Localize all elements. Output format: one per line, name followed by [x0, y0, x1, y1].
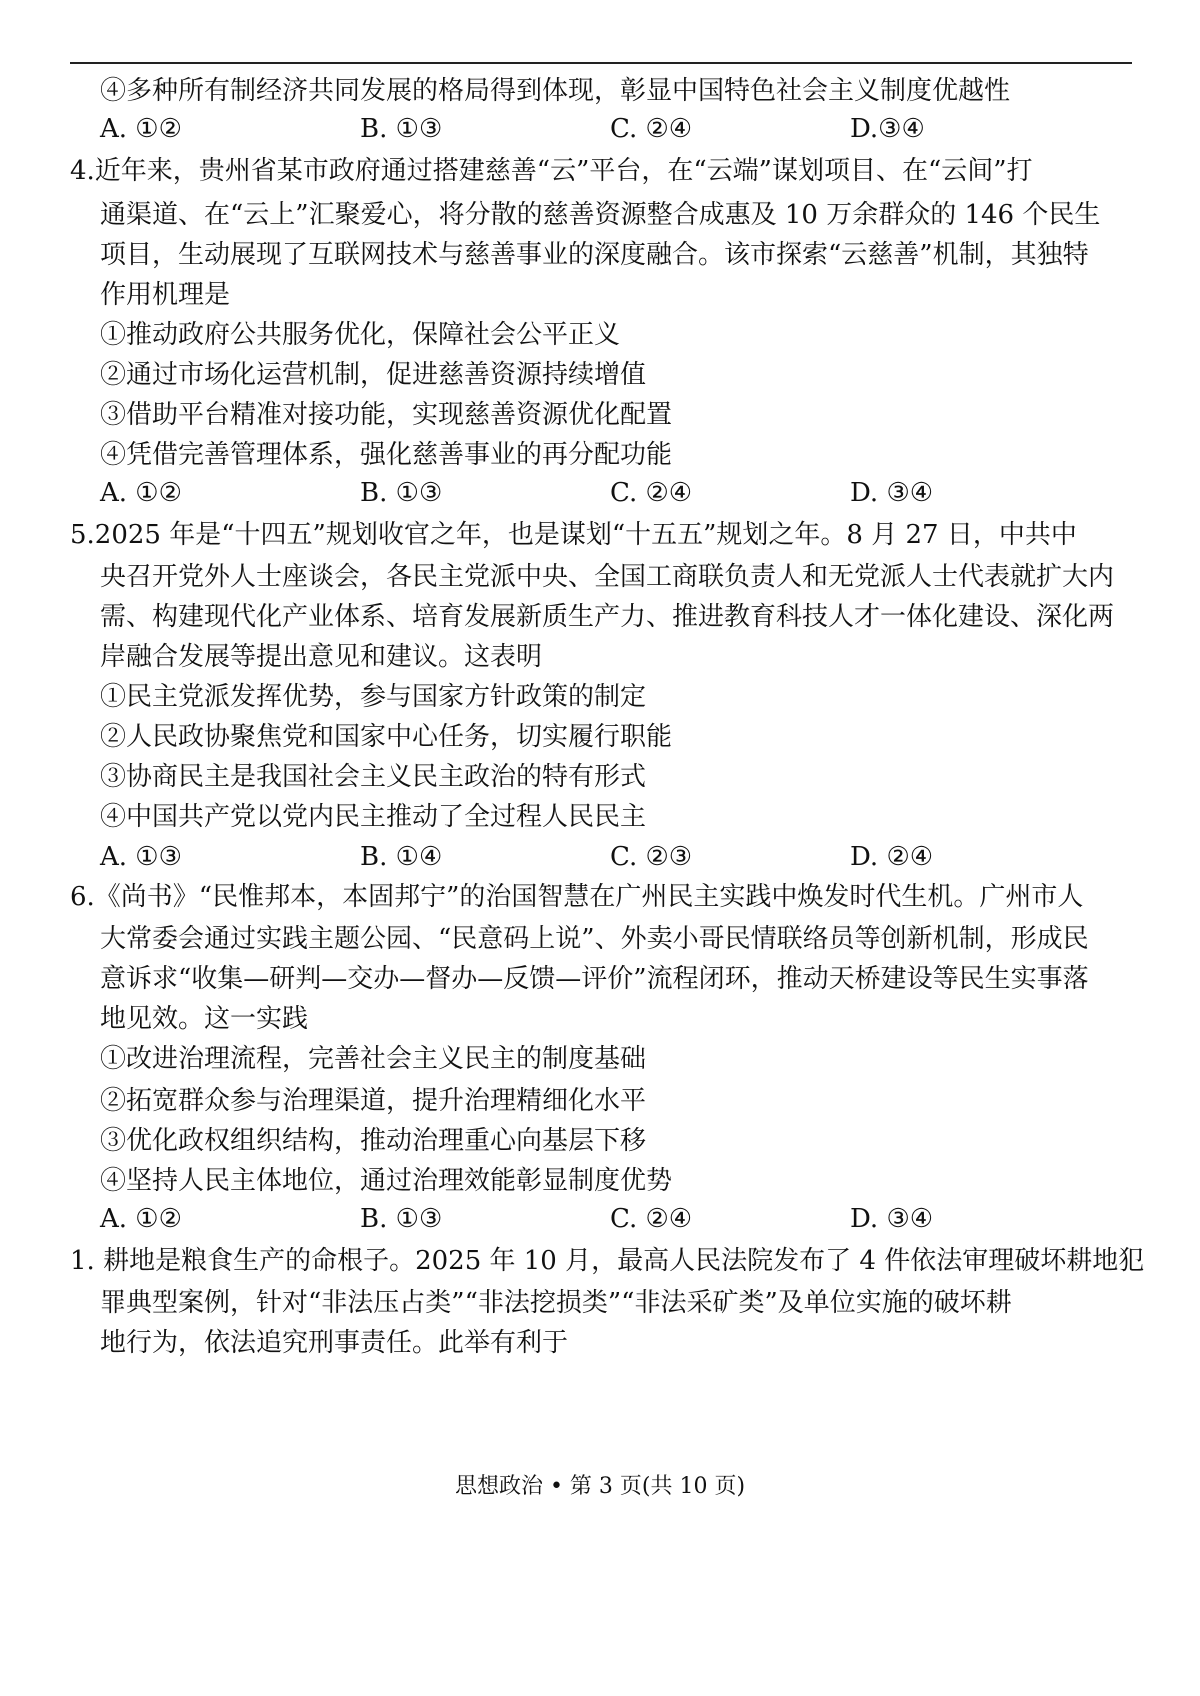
q4-choice-c[interactable]: C. ②④	[610, 478, 693, 508]
q3-choice-a[interactable]: A. ①②	[100, 114, 182, 144]
q4-stem-line-4: 作用机理是	[100, 280, 231, 310]
q7-stem-line-2: 罪典型案例，针对“非法压占类”“非法挖损类”“非法采矿类”及单位实施的破坏耕	[100, 1288, 1012, 1318]
q5-option-4: ④中国共产党以党内民主推动了全过程人民民主	[100, 802, 647, 832]
q6-option-4: ④坚持人民主体地位，通过治理效能彰显制度优势	[100, 1166, 673, 1196]
q4-choice-b[interactable]: B. ①③	[360, 478, 443, 508]
q4-option-3: ③借助平台精准对接功能，实现慈善资源优化配置	[100, 400, 673, 430]
q5-option-2: ②人民政协聚焦党和国家中心任务，切实履行职能	[100, 722, 673, 752]
q3-choice-b[interactable]: B. ①③	[360, 114, 443, 144]
q4-choice-a[interactable]: A. ①②	[100, 478, 182, 508]
q6-option-1: ①改进治理流程，完善社会主义民主的制度基础	[100, 1044, 647, 1074]
q4-option-4: ④凭借完善管理体系，强化慈善事业的再分配功能	[100, 440, 673, 470]
q7-stem-line-3: 地行为，依法追究刑事责任。此举有利于	[100, 1328, 569, 1358]
q6-option-3: ③优化政权组织结构，推动治理重心向基层下移	[100, 1126, 647, 1156]
q3-option-4: ④多种所有制经济共同发展的格局得到体现，彰显中国特色社会主义制度优越性	[100, 76, 1011, 106]
q5-option-1: ①民主党派发挥优势，参与国家方针政策的制定	[100, 682, 647, 712]
q4-stem-line-2: 通渠道、在“云上”汇聚爱心，将分散的慈善资源整合成惠及 10 万余群众的 146 个民生	[100, 200, 1101, 230]
header-rule	[70, 62, 1132, 64]
q4-option-1: ①推动政府公共服务优化，保障社会公平正义	[100, 320, 621, 350]
page-footer: 思想政治 • 第 3 页(共 10 页)	[454, 1474, 746, 1499]
q4-stem-line-1: 4.近年来，贵州省某市政府通过搭建慈善“云”平台，在“云端”谋划项目、在“云间”打	[70, 156, 1033, 186]
q3-choices	[100, 112, 1000, 146]
q3-choice-c[interactable]: C. ②④	[610, 114, 693, 144]
q5-stem-line-1: 5.2025 年是“十四五”规划收官之年，也是谋划“十五五”规划之年。8 月 27 日，中共中	[70, 520, 1077, 550]
q6-option-2: ②拓宽群众参与治理渠道，提升治理精细化水平	[100, 1086, 647, 1116]
q5-choice-d[interactable]: D. ②④	[850, 842, 934, 872]
q5-option-3: ③协商民主是我国社会主义民主政治的特有形式	[100, 762, 647, 792]
q4-stem-line-3: 项目，生动展现了互联网技术与慈善事业的深度融合。该市探索“云慈善”机制，其独特	[100, 240, 1089, 270]
q4-choice-d[interactable]: D. ③④	[850, 478, 934, 508]
q6-stem-line-1: 6.《尚书》“民惟邦本，本固邦宁”的治国智慧在广州民主实践中焕发时代生机。广州市人	[70, 882, 1084, 912]
q5-choice-b[interactable]: B. ①④	[360, 842, 443, 872]
q6-choice-d[interactable]: D. ③④	[850, 1204, 934, 1234]
q6-choice-b[interactable]: B. ①③	[360, 1204, 443, 1234]
q7-stem-line-1: 1. 耕地是粮食生产的命根子。2025 年 10 月，最高人民法院发布了 4 件依法审理破坏耕地犯	[70, 1246, 1145, 1276]
q6-choices	[100, 1202, 1000, 1236]
q5-choices	[100, 840, 1000, 874]
q6-stem-line-4: 地见效。这一实践	[100, 1004, 309, 1034]
q6-stem-line-2: 大常委会通过实践主题公园、“民意码上说”、外卖小哥民情联络员等创新机制，形成民	[100, 924, 1089, 954]
q5-choice-c[interactable]: C. ②③	[610, 842, 693, 872]
q6-stem-line-3: 意诉求“收集—研判—交办—督办—反馈—评价”流程闭环，推动天桥建设等民生实事落	[100, 964, 1089, 994]
q5-stem-line-2: 央召开党外人士座谈会，各民主党派中央、全国工商联负责人和无党派人士代表就扩大内	[100, 562, 1115, 592]
q5-stem-line-4: 岸融合发展等提出意见和建议。这表明	[100, 642, 543, 672]
q4-option-2: ②通过市场化运营机制，促进慈善资源持续增值	[100, 360, 647, 390]
q4-choices	[100, 476, 1000, 510]
q3-choice-d[interactable]: D.③④	[850, 114, 925, 144]
q6-choice-c[interactable]: C. ②④	[610, 1204, 693, 1234]
q5-stem-line-3: 需、构建现代化产业体系、培育发展新质生产力、推进教育科技人才一体化建设、深化两	[100, 602, 1115, 632]
q6-choice-a[interactable]: A. ①②	[100, 1204, 182, 1234]
q5-choice-a[interactable]: A. ①③	[100, 842, 182, 872]
